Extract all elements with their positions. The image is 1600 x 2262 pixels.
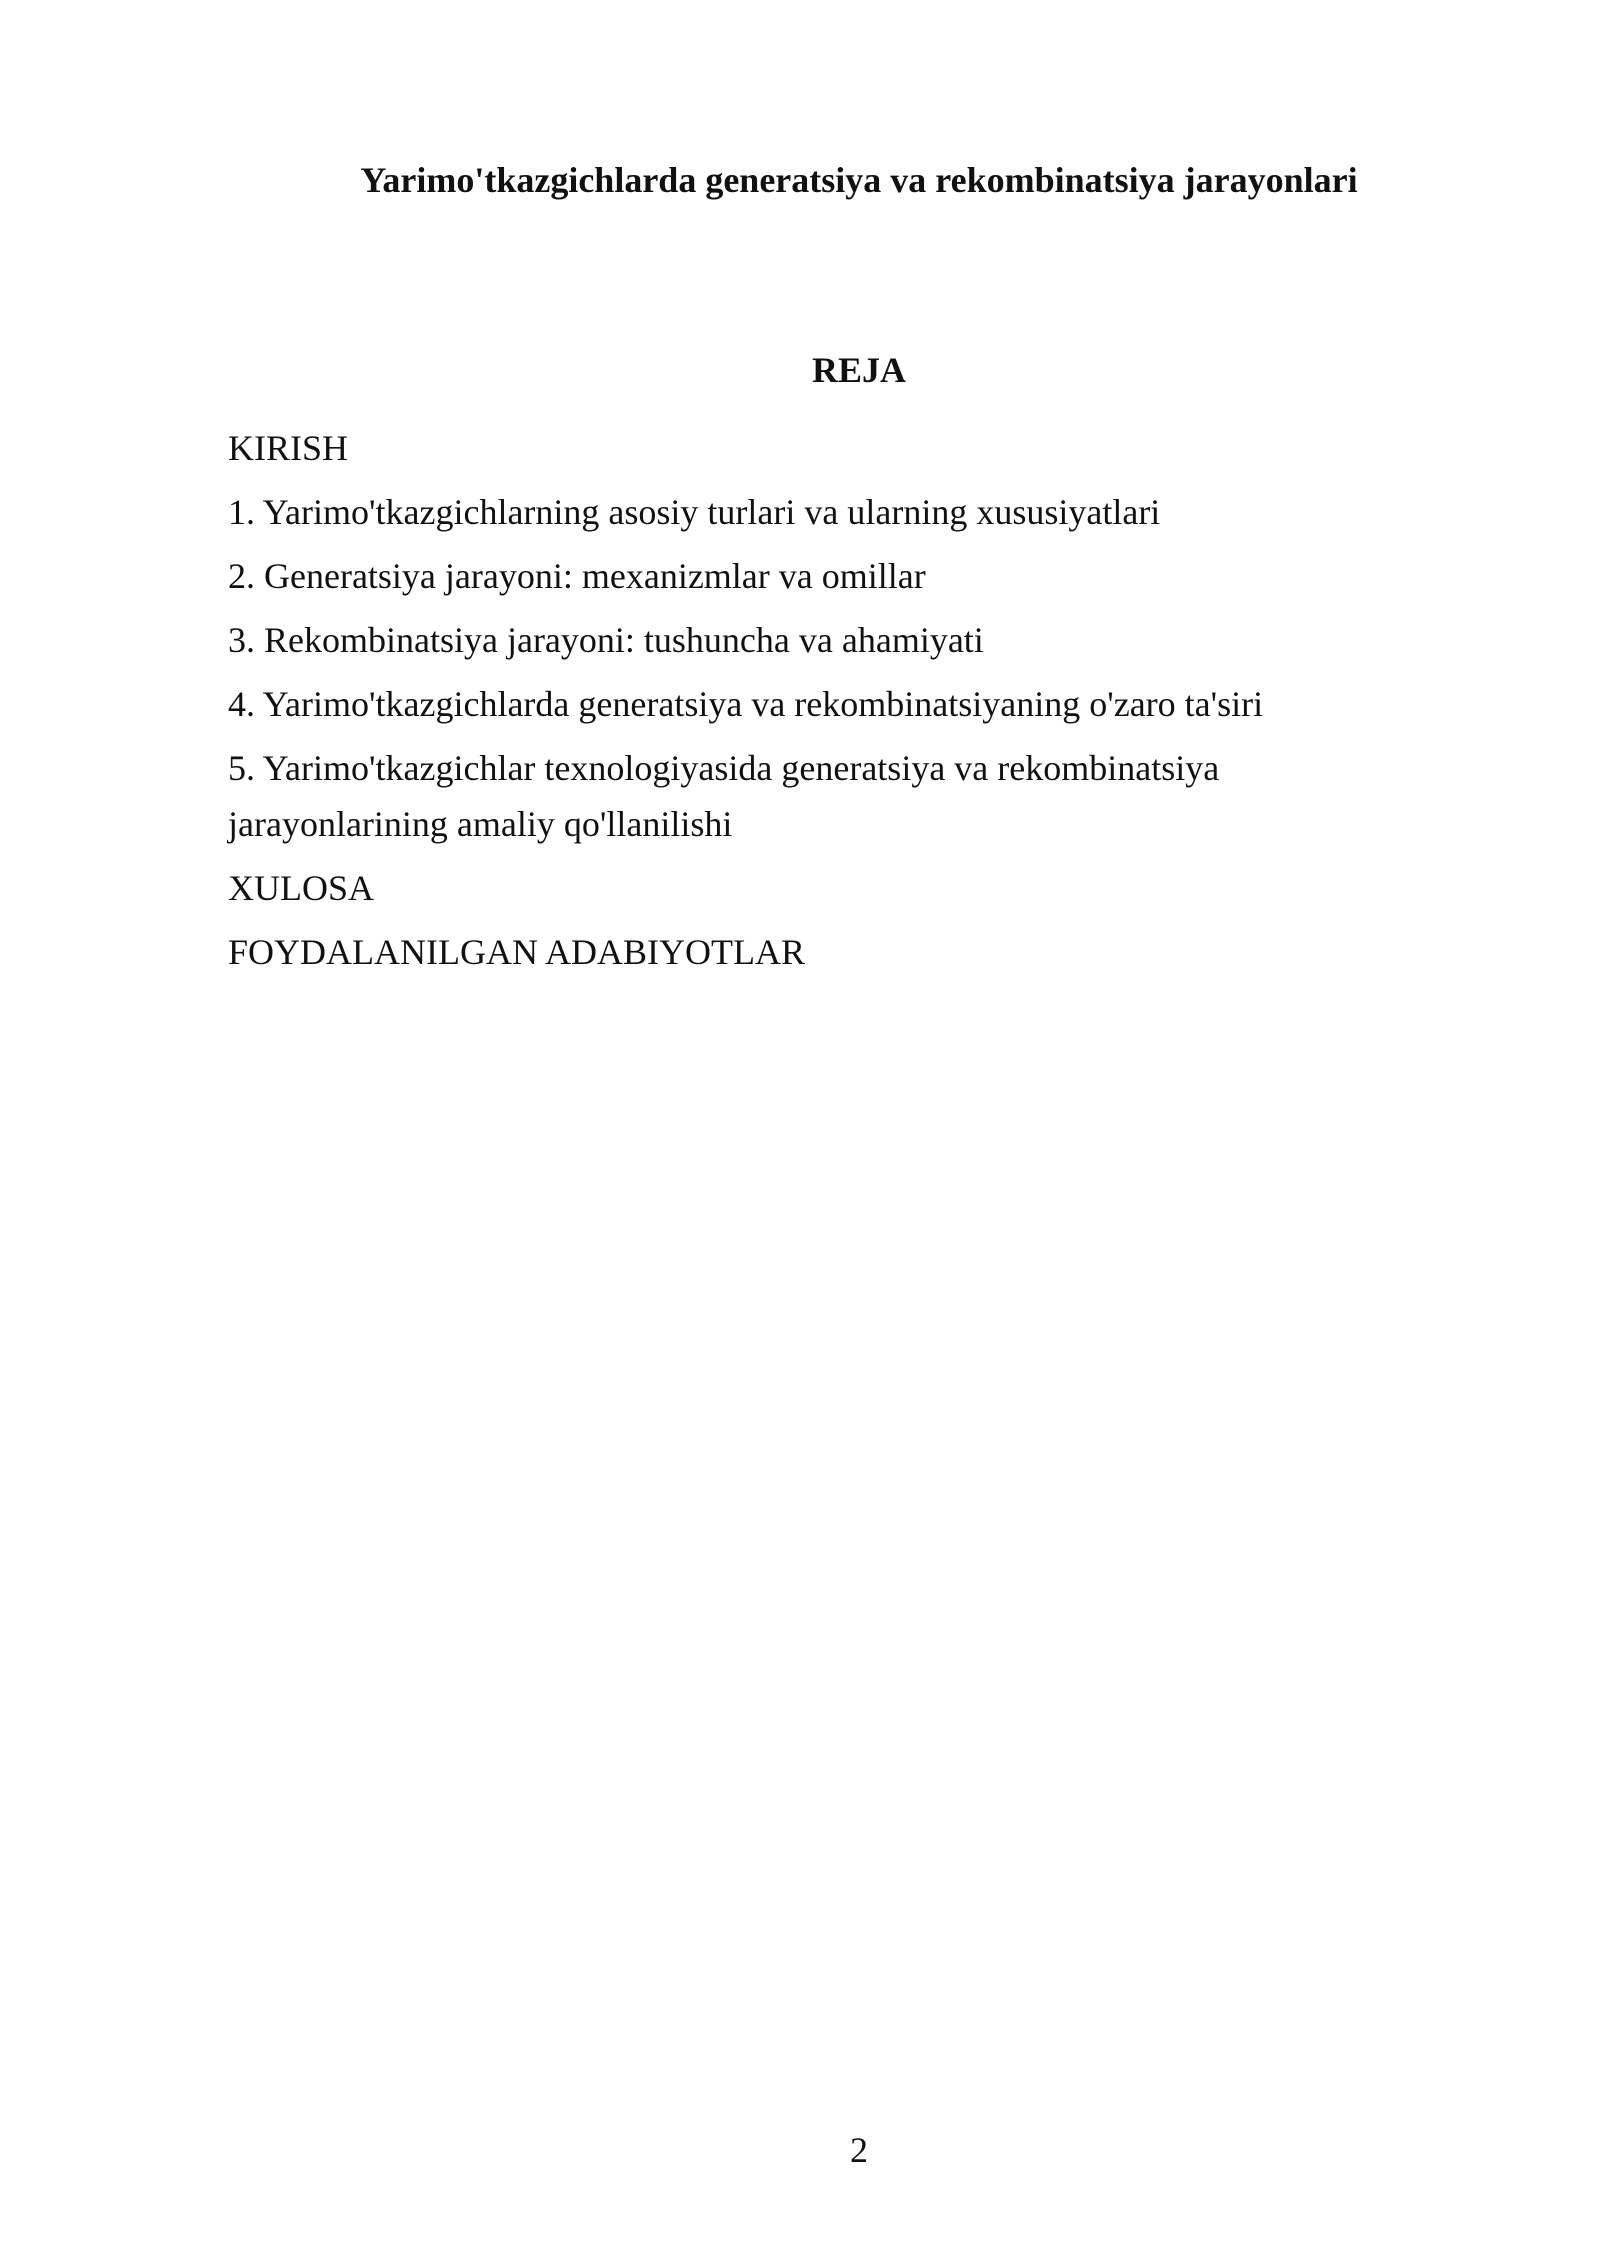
plan-heading: REJA: [811, 350, 906, 390]
plan-item-4: 4. Yarimo'tkazgichlarda generatsiya va rekombinatsiyaning o'zaro ta'siri: [228, 684, 1264, 724]
page-number: 2: [850, 2130, 868, 2170]
plan-item-3: 3. Rekombinatsiya jarayoni: tushuncha va ahamiyati: [228, 620, 984, 660]
plan-item-5: 5. Yarimo'tkazgichlar texnologiyasida generatsiya va rekombinatsiya jarayonlarining amaliy qo'llanilishi: [228, 748, 1220, 844]
plan-item-2: 2. Generatsiya jarayoni: mexanizmlar va omillar: [228, 556, 926, 596]
plan-item-1: 1. Yarimo'tkazgichlarning asosiy turlari va ularning xususiyatlari: [228, 492, 1161, 532]
plan-list: [228, 420, 1368, 988]
document-title: Yarimo'tkazgichlarda generatsiya va rekombinatsiya jarayonlari: [360, 160, 1358, 200]
plan-item-conclusion: XULOSA: [228, 868, 375, 908]
plan-item-introduction: KIRISH: [228, 428, 349, 468]
plan-item-references: FOYDALANILGAN ADABIYOTLAR: [228, 932, 805, 972]
